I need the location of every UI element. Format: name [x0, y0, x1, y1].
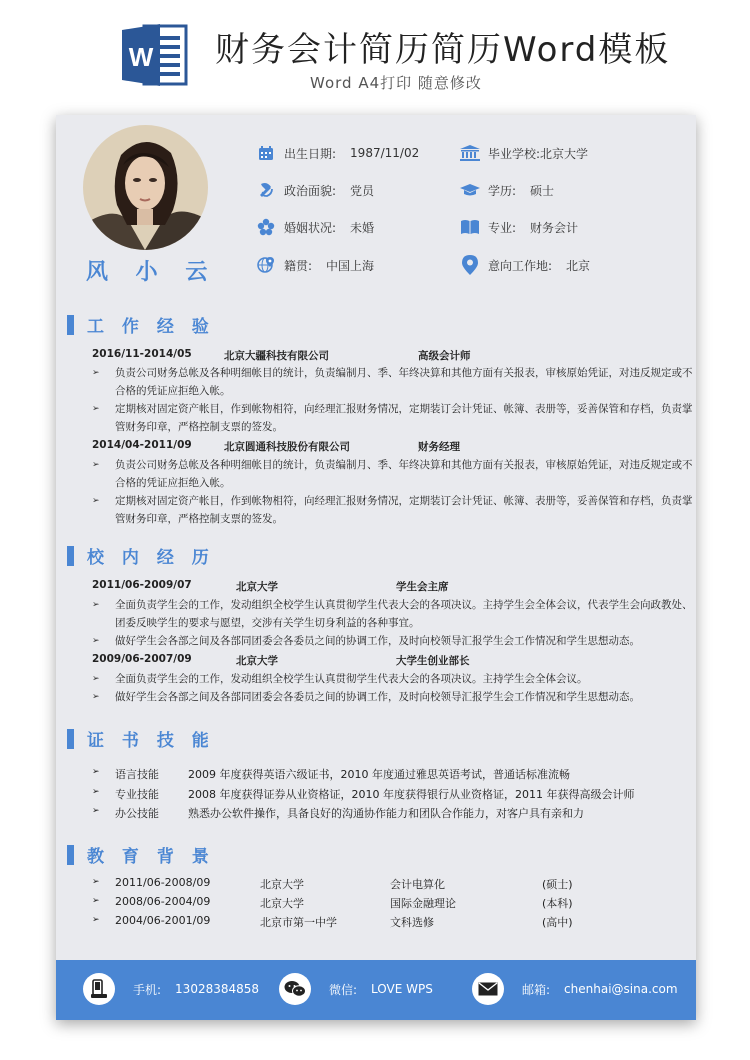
- campus-entry-2-role: 大学生创业部长: [396, 655, 470, 667]
- arrow-icon: ➢: [92, 767, 100, 777]
- arrow-icon: ➢: [92, 806, 100, 816]
- contact-footer: [56, 960, 696, 1020]
- arrow-icon: ➢: [92, 674, 100, 684]
- arrow-icon: ➢: [92, 600, 100, 610]
- info-birthdate: 出生日期: 1987/11/02: [256, 143, 419, 163]
- arrow-icon: ➢: [92, 404, 100, 414]
- arrow-icon: ➢: [92, 636, 100, 646]
- work-entry-1-company: 北京大疆科技有限公司: [224, 350, 329, 362]
- info-hometown: 籍贯: 中国上海: [256, 255, 374, 275]
- section-work: 工 作 经 验: [67, 312, 215, 337]
- arrow-icon: ➢: [92, 915, 100, 925]
- contact-wechat: 微信: LOVE WPS: [279, 973, 433, 1005]
- work-entry-2-date: 2014/04-2011/09: [92, 439, 192, 451]
- university-icon: [460, 143, 480, 163]
- info-work-location: 意向工作地: 北京: [460, 255, 590, 275]
- arrow-icon: ➢: [92, 787, 100, 797]
- contact-email: 邮箱: chenhai@sina.com: [472, 973, 678, 1005]
- resume-sheet: 风 小 云 出生日期: 1987/11/02 毕业学校: 北京大学 政治面貌: 党员 学历: 硕士 婚姻状况: 未婚 专业: 财务会计 籍贯: 中国上海 意向工作地: 北京 工 作 经 验 2016/11-2014/05 北京大疆科技有限公司 高级会计师 ➢ 负责公司财务总帐及各种明细帐目的统计，负责编制月、季、年终决算和其他方面有关报表，审核原始凭证，对违反规定或不合格的凭证应拒绝入帐。 ➢ 定期核对固定资产帐目，作到帐物相符，向经理汇报财务情况，定期装订会计凭证、帐簿、表册等，妥善保管和存档，负责掌管财务印章，严格控制支票的签发。 2014/04-2011/09 北京圆通科技股份有限公司 财务经理 ➢ 负责公司财务总帐及各种明细帐目的统计，负责编制月、季、年终决算和其他方面有关报表，审核原始凭证，对违反规定或不合格的凭证应拒绝入帐。 ➢ 定期核对固定资产帐目，作到帐物相符，向经理汇报财务情况，定期装订会计凭证、帐簿、表册等，妥善保管和存档，负责掌管财务印章，严格控制支票的签发。 校 内 经 历 2011/06-2009/07 北京大学 学生会主席 ➢ 全面负责学生会的工作，发动组织全校学生认真贯彻学生代表大会的各项决议。主持学生会全体会议，代表学生会向政教处、团委反映学生的要求与愿望，交涉有关学生切身利益的各种事宜。 ➢ 做好学生会各部之间及各部同团委会各委员之间的协调工作，及时向校领导汇报学生会工作情况和学生思想动态。 2009/06-2007/09 北京大学 大学生创业部长 ➢ 全面负责学生会的工作，发动组织全校学生认真贯彻学生代表大会的各项决议。主持学生会全体会议。 ➢ 做好学生会各部之间及各部同团委会各委员之间的协调工作，及时向校领导汇报学生会工作情况和学生思想动态。 证 书 技 能 ➢ 语言技能 2009 年度获得英语六级证书，2010 年度通过雅思英语考试，普通话标准流畅 ➢ 专业技能 2008 年度获得证券从业资格证，2010 年度获得银行从业资格证，2011 年获得高级会计师 ➢ 办公技能 熟悉办公软件操作，具备良好的沟通协作能力和团队合作能力，对客户具有亲和力 教 育 背 景 ➢ 2011/06-2008/09 北京大学 会计电算化 (硕士) ➢ 2008/06-2004/09 北京大学 国际金融理论 (本科) ➢ 2004/06-2001/09 北京市第一中学 文科选修 (高中) 手机: 13028384858 微信: LOVE WPS 邮箱: chenhai@sina.com: [56, 115, 696, 1020]
- page-title: 财务会计简历简历Word模板: [215, 30, 671, 70]
- flower-icon: [256, 217, 276, 237]
- section-campus: 校 内 经 历: [67, 543, 215, 568]
- info-political: 政治面貌: 党员: [256, 180, 374, 200]
- arrow-icon: ➢: [92, 877, 100, 887]
- phone-icon: [83, 973, 115, 1005]
- book-icon: [460, 217, 480, 237]
- arrow-icon: ➢: [92, 368, 100, 378]
- section-bar: [67, 729, 74, 749]
- svg-text:W: W: [128, 42, 154, 72]
- arrow-icon: ➢: [92, 496, 100, 506]
- info-degree: 学历: 硕士: [460, 180, 554, 200]
- campus-entry-1-role: 学生会主席: [396, 581, 449, 593]
- section-skills: 证 书 技 能: [67, 726, 215, 751]
- section-education: 教 育 背 景: [67, 842, 215, 867]
- campus-entry-2-org: 北京大学: [236, 655, 278, 667]
- word-logo-icon: [120, 20, 190, 90]
- graduation-cap-icon: [460, 180, 480, 200]
- calendar-icon: [256, 143, 276, 163]
- avatar: [83, 125, 208, 250]
- wechat-icon: [279, 973, 311, 1005]
- work-entry-1-date: 2016/11-2014/05: [92, 348, 192, 360]
- location-pin-icon: [460, 255, 480, 275]
- party-emblem-icon: [256, 180, 276, 200]
- campus-entry-1-date: 2011/06-2009/07: [92, 579, 192, 591]
- page-subtitle: Word A4打印 随意修改: [310, 74, 482, 92]
- info-school: 毕业学校: 北京大学: [460, 143, 588, 163]
- arrow-icon: ➢: [92, 692, 100, 702]
- campus-entry-2-date: 2009/06-2007/09: [92, 653, 192, 665]
- contact-phone: 手机: 13028384858: [83, 973, 259, 1005]
- info-major: 专业: 财务会计: [460, 217, 578, 237]
- candidate-name: 风 小 云: [86, 260, 218, 285]
- arrow-icon: ➢: [92, 896, 100, 906]
- section-bar: [67, 546, 74, 566]
- info-marital: 婚姻状况: 未婚: [256, 217, 374, 237]
- work-entry-2-company: 北京圆通科技股份有限公司: [224, 441, 350, 453]
- work-entry-2-role: 财务经理: [418, 441, 460, 453]
- envelope-icon: [472, 973, 504, 1005]
- work-entry-1-role: 高级会计师: [418, 350, 471, 362]
- globe-pin-icon: [256, 255, 276, 275]
- campus-entry-1-org: 北京大学: [236, 581, 278, 593]
- section-bar: [67, 845, 74, 865]
- section-bar: [67, 315, 74, 335]
- arrow-icon: ➢: [92, 460, 100, 470]
